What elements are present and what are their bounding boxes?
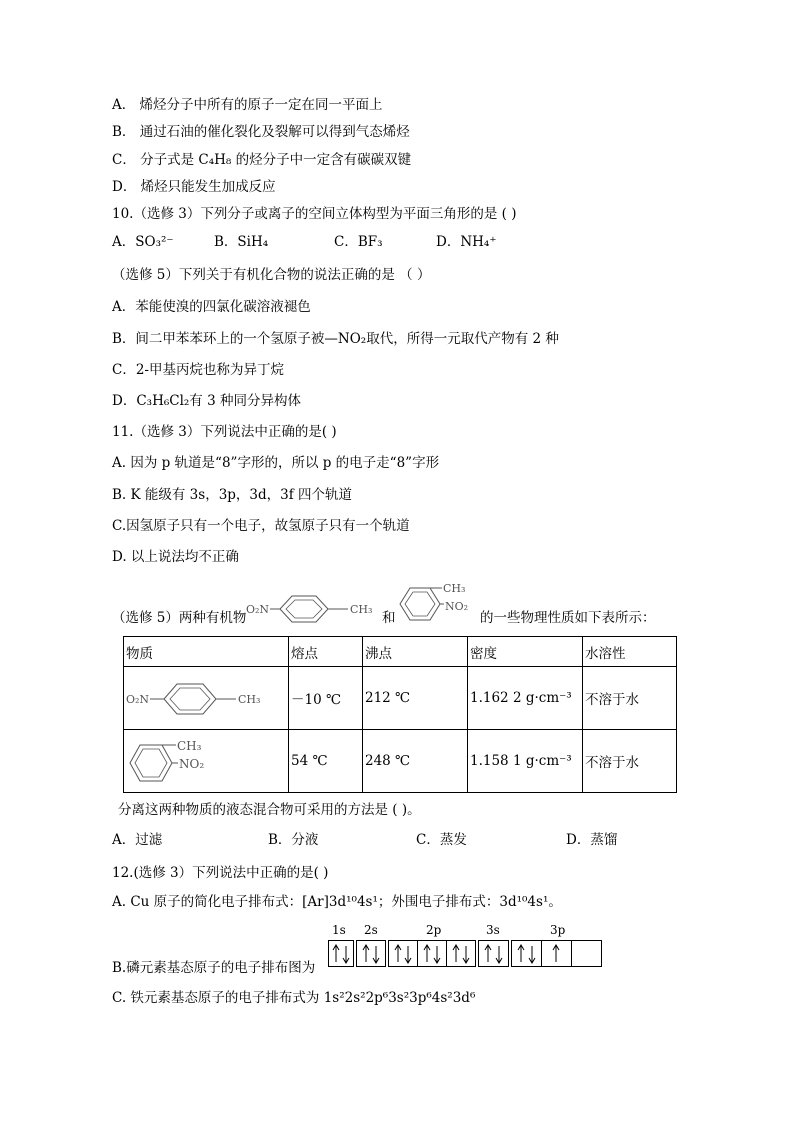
q11-alt-option-b: B．分液 [268,832,319,848]
solubility-cell: 不溶于水 [583,730,677,793]
q11-option-c: C.因氢原子只有一个电子，故氢原子只有一个轨道 [112,518,410,534]
melting-point-cell: －10 ℃ [289,667,363,730]
no2-label: NO₂ [179,757,205,771]
q11-alt-intro: （选修 5）两种有机物 [112,610,247,626]
q11-option-d: D. 以上说法均不正确 [112,549,239,565]
boiling-point-cell: 212 ℃ [363,667,468,730]
ch3-label: CH₃ [443,582,466,595]
q9-option-d: D． 烯烃只能发生加成反应 [112,179,276,195]
o2n-label: O₂N [246,603,270,616]
q11-alt-option-d: D．蒸馏 [566,832,618,848]
o2n-label: O₂N [126,693,150,706]
melting-point-cell: 54 ℃ [289,730,363,793]
q10-alt-option-b: B．间二甲苯苯环上的一个氢原子被—NO₂取代，所得一元取代产物有 2 种 [112,331,559,347]
q10-option-b: B．SiH₄ [214,234,269,250]
q9-option-a: A． 烯烃分子中所有的原子一定在同一平面上 [112,97,383,113]
orbital-label-2s: 2s [364,923,378,937]
header-melting-point: 熔点 [289,637,363,667]
q10-option-c: C．BF₃ [334,234,383,250]
o-nitrotoluene-structure [126,734,226,788]
header-density: 密度 [468,637,583,667]
properties-table [123,636,677,793]
boiling-point-cell: 248 ℃ [363,730,468,793]
ch3-label: CH₃ [238,693,261,706]
q10-alt-option-d: D．C₃H₆Cl₂有 3 种同分异构体 [112,393,301,409]
q9-option-b: B． 通过石油的催化裂化及裂解可以得到气态烯烃 [112,124,410,140]
q10-stem: 10.（选修 3）下列分子或离子的空间立体构型为平面三角形的是 ( ) [112,206,517,222]
q11-alt-option-c: C．蒸发 [416,832,467,848]
p-nitrotoluene-structure [244,588,384,628]
density-cell: 1.162 2 g·cm⁻³ [468,667,583,730]
q11-stem: 11.（选修 3）下列说法中正确的是( ) [112,424,337,440]
header-substance: 物质 [124,637,289,667]
orbital-label-1s: 1s [332,923,346,937]
header-boiling-point: 沸点 [363,637,468,667]
q10-alt-stem: （选修 5）下列关于有机化合物的说法正确的是 （ ） [112,267,431,283]
q12-option-a: A. Cu 原子的简化电子排布式：[Ar]3d¹⁰4s¹；外围电子排布式：3d¹⁰4s¹。 [112,894,562,910]
solubility-cell: 不溶于水 [583,667,677,730]
q11-option-a: A. 因为 p 轨道是“8”字形的，所以 p 的电子走“8”字形 [112,455,440,471]
table-row [124,667,677,730]
orbital-diagram [328,922,604,970]
density-cell: 1.158 1 g·cm⁻³ [468,730,583,793]
q12-option-b: B.磷元素基态原子的电子排布图为 [112,960,316,976]
q11-alt-option-a: A．过滤 [112,832,163,848]
q12-stem: 12.(选修 3）下列说法中正确的是( ) [112,865,329,881]
q11-alt-question: 分离这两种物质的液态混合物可采用的方法是 ( )。 [118,802,421,818]
table-header-row [124,637,677,667]
q10-option-a: A．SO₃²⁻ [112,234,174,250]
no2-label: NO₂ [445,600,469,613]
q10-alt-option-a: A．苯能使溴的四氯化碳溶液褪色 [112,299,311,315]
substance-cell [124,730,289,793]
substance-cell [124,667,289,730]
q10-option-d: D．NH₄⁺ [436,234,497,250]
orbital-label-3p: 3p [550,923,566,937]
ch3-label: CH₃ [350,603,373,616]
orbital-label-2p: 2p [426,923,442,937]
q9-option-c: C． 分子式是 C₄H₈ 的烃分子中一定含有碳碳双键 [112,152,412,168]
q11-alt-tail: 的一些物理性质如下表所示： [480,610,656,626]
q11-alt-and: 和 [382,610,396,626]
orbital-label-3s: 3s [486,923,500,937]
o-nitrotoluene-structure [396,580,476,626]
table-row [124,730,677,793]
q12-option-c: C. 铁元素基态原子的电子排布式为 1s²2s²2p⁶3s²3p⁶4s²3d⁶ [112,990,476,1006]
ch3-label: CH₃ [177,739,202,753]
q10-alt-option-c: C．2-甲基丙烷也称为异丁烷 [112,362,284,378]
p-nitrotoluene-structure [126,678,276,718]
q11-option-b: B. K 能级有 3s，3p，3d，3f 四个轨道 [112,487,353,503]
header-solubility: 水溶性 [583,637,677,667]
